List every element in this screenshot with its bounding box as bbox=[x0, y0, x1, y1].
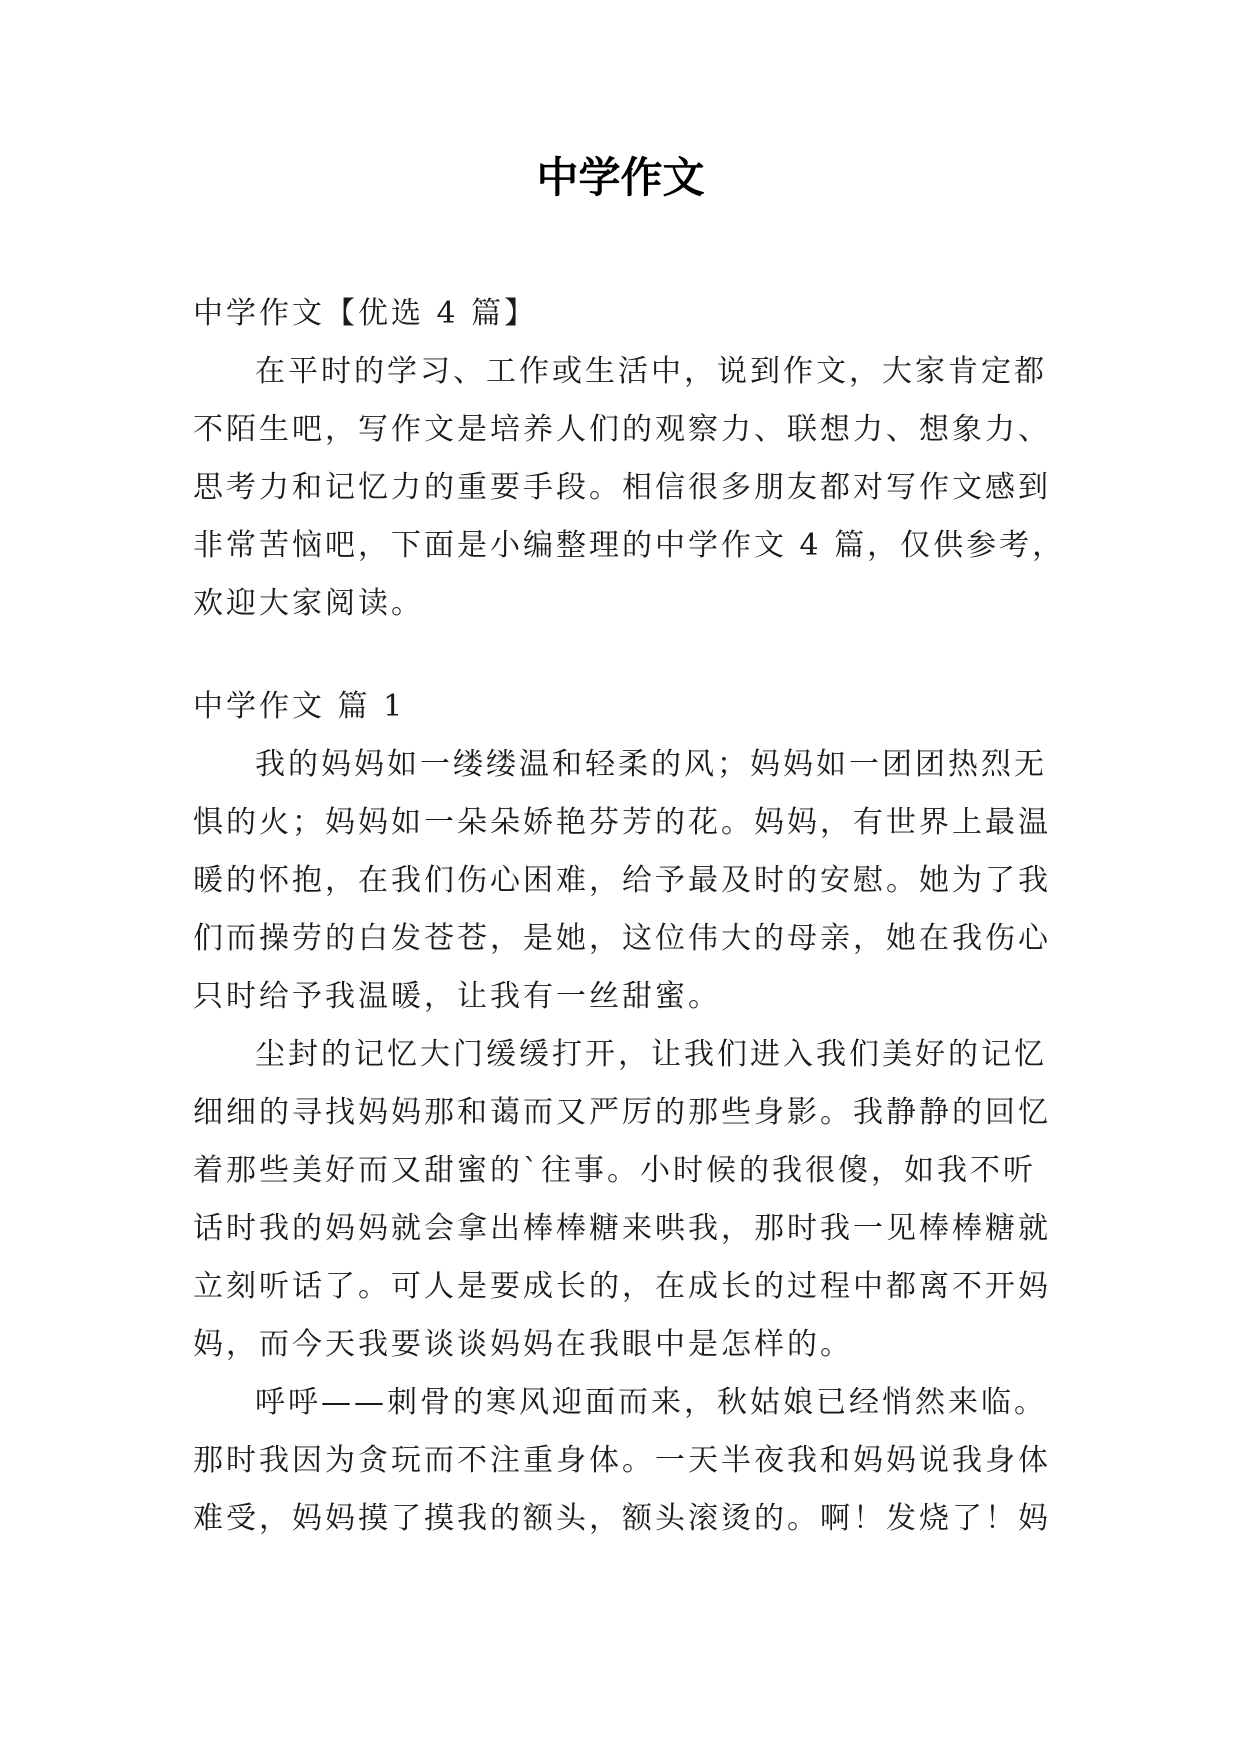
text-line: 难受，妈妈摸了摸我的额头，额头滚烫的。啊！发烧了！妈 bbox=[193, 1501, 1051, 1536]
text-line: 惧的火；妈妈如一朵朵娇艳芬芳的花。妈妈，有世界上最温 bbox=[193, 805, 1051, 840]
document-title: 中学作文 bbox=[536, 153, 705, 202]
text-line: 呼呼——刺骨的寒风迎面而来，秋姑娘已经悄然来临。 bbox=[255, 1385, 1047, 1420]
article-heading: 中学作文【优选 4 篇】 bbox=[193, 296, 538, 331]
paragraph-1 bbox=[193, 736, 1063, 1026]
text-line: 思考力和记忆力的重要手段。相信很多朋友都对写作文感到 bbox=[193, 470, 1051, 505]
text-line: 在平时的学习、工作或生活中，说到作文，大家肯定都 bbox=[255, 354, 1047, 389]
text-line: 暖的怀抱，在我们伤心困难，给予最及时的安慰。她为了我 bbox=[193, 863, 1051, 898]
document-body bbox=[193, 285, 1066, 1548]
paragraph-3 bbox=[193, 1374, 1063, 1548]
text-line: 尘封的记忆大门缓缓打开，让我们进入我们美好的记忆 bbox=[255, 1037, 1047, 1072]
spacer bbox=[193, 633, 1063, 678]
text-line: 非常苦恼吧，下面是小编整理的中学作文 4 篇，仅供参考， bbox=[193, 528, 1066, 563]
text-line: 着那些美好而又甜蜜的`往事。小时候的我很傻，如我不听 bbox=[193, 1153, 1036, 1188]
text-line: 立刻听话了。可人是要成长的，在成长的过程中都离不开妈 bbox=[193, 1269, 1051, 1304]
text-line: 不陌生吧，写作文是培养人们的观察力、联想力、想象力、 bbox=[193, 412, 1051, 447]
text-line: 欢迎大家阅读。 bbox=[193, 586, 424, 621]
text-line: 我的妈妈如一缕缕温和轻柔的风；妈妈如一团团热烈无 bbox=[255, 747, 1047, 782]
text-line: 那时我因为贪玩而不注重身体。一天半夜我和妈妈说我身体 bbox=[193, 1443, 1051, 1478]
text-line: 细细的寻找妈妈那和蔼而又严厉的那些身影。我静静的回忆 bbox=[193, 1095, 1051, 1130]
text-line: 话时我的妈妈就会拿出棒棒糖来哄我，那时我一见棒棒糖就 bbox=[193, 1211, 1051, 1246]
section-heading: 中学作文 篇 1 bbox=[193, 689, 406, 724]
text-line: 们而操劳的白发苍苍，是她，这位伟大的母亲，她在我伤心 bbox=[193, 921, 1051, 956]
paragraph-2 bbox=[193, 1026, 1063, 1374]
intro-paragraph bbox=[193, 343, 1066, 633]
text-line: 妈，而今天我要谈谈妈妈在我眼中是怎样的。 bbox=[193, 1327, 853, 1362]
text-line: 只时给予我温暖，让我有一丝甜蜜。 bbox=[193, 979, 721, 1014]
